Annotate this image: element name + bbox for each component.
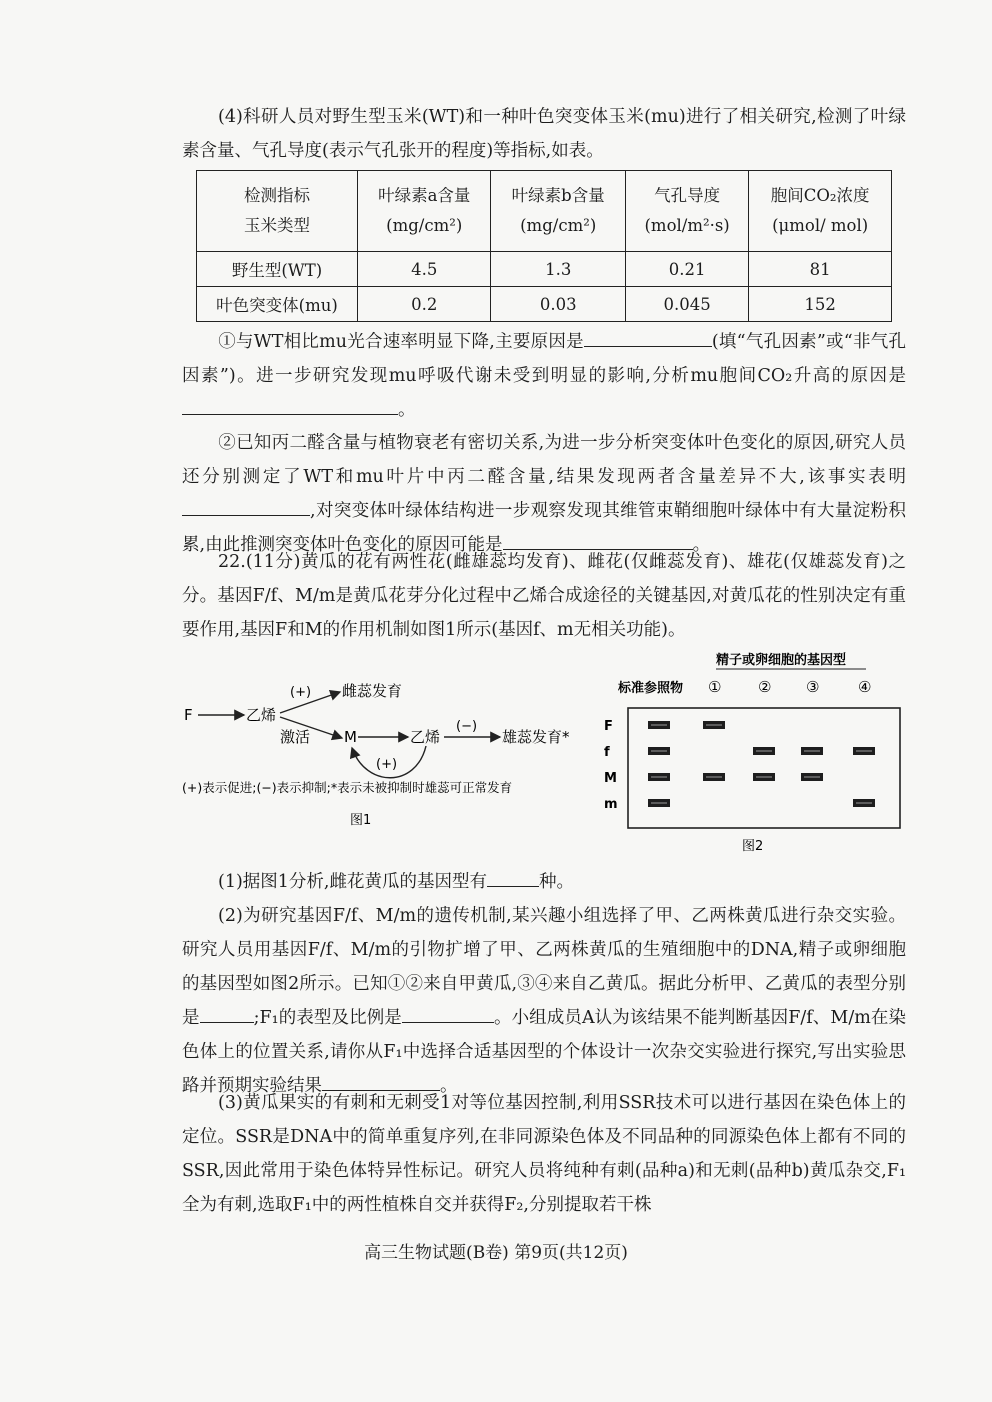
intro-text: (4)科研人员对野生型玉米(WT)和一种叶色突变体玉米(mu)进行了相关研究,检测了叶绿素含量、气孔导度(表示气孔张开的程度)等指标,如表。	[182, 107, 906, 161]
q21-sub1	[182, 325, 906, 427]
p1-text-b: 种。	[539, 872, 574, 892]
plus-bottom-label: (+)	[376, 757, 398, 772]
ethylene-2-label: 乙烯	[410, 728, 441, 746]
lane-header: ③	[806, 678, 820, 696]
p2-text-b: ;F₁的表型及比例是	[253, 1008, 402, 1028]
pistil-label: 雌蕊发育	[342, 682, 403, 700]
table-cell: 152	[749, 287, 892, 322]
q21-part4-intro	[182, 100, 906, 168]
row-label: F	[604, 719, 613, 734]
chlorophyll-table	[196, 170, 892, 322]
sub1-text-a: ①与WT相比mu光合速率明显下降,主要原因是	[218, 332, 584, 352]
col-unit: (mg/cm²)	[386, 216, 463, 235]
col-header-chl-a	[358, 171, 491, 252]
corner-line1: 检测指标	[244, 186, 310, 205]
figure-2-gel	[600, 650, 910, 855]
table-cell: 0.21	[625, 252, 748, 287]
col-unit: (mg/cm²)	[520, 216, 597, 235]
ethylene-1-label: 乙烯	[246, 706, 277, 724]
col-name: 胞间CO₂浓度	[770, 186, 870, 205]
ref-header: 标准参照物	[618, 681, 684, 696]
answer-blank[interactable]	[487, 868, 539, 887]
answer-blank[interactable]	[182, 396, 398, 415]
sub2-text-a: ②已知丙二醛含量与植物衰老有密切关系,为进一步分析突变体叶色变化的原因,研究人员还分别测定了WT和mu叶片中丙二醛含量,结果发现两者含量差异不大,该事实表明	[182, 433, 906, 487]
row-label: m	[604, 797, 618, 812]
sub2-text-b: ,对突变体叶绿体结构进一步观察发现其维管束鞘细胞叶绿体中有大量淀粉积累,由此推测突变体叶色变化的原因可能是	[182, 501, 906, 555]
q22-part3	[182, 1086, 906, 1222]
page-footer: 高三生物试题(B卷) 第9页(共12页)	[364, 1243, 628, 1263]
plus-top-label: (+)	[290, 685, 312, 700]
answer-blank[interactable]	[200, 1004, 254, 1023]
table-cell: 4.5	[358, 252, 491, 287]
q22-intro-text: 22.(11分)黄瓜的花有两性花(雌雄蕊均发育)、雌花(仅雌蕊发育)、雄花(仅雄蕊发育)之分。基因F/f、M/m是黄瓜花芽分化过程中乙烯合成途径的关键基因,对黄瓜花的性别决定有重要作用,基因F和M的作用机制如图1所示(基因f、m无相关功能)。	[182, 552, 906, 640]
col-unit: (μmol/ mol)	[772, 216, 869, 235]
gene-M-label: M	[344, 728, 357, 746]
col-unit: (mol/m²·s)	[644, 216, 730, 235]
figure-1	[180, 668, 600, 838]
table-cell: 81	[749, 252, 892, 287]
p1-text-a: (1)据图1分析,雌花黄瓜的基因型有	[218, 872, 487, 892]
minus-label: (−)	[456, 719, 478, 734]
col-name: 叶绿素a含量	[378, 186, 471, 205]
row-type: 叶色突变体(mu)	[197, 287, 358, 322]
row-label: M	[604, 771, 617, 786]
q22-intro	[182, 545, 906, 647]
lane-header: ④	[858, 678, 872, 696]
q22-part1	[182, 865, 906, 899]
row-labels	[604, 719, 618, 812]
lane-headers	[708, 678, 871, 696]
table-cell: 0.03	[491, 287, 625, 322]
table-cell: 0.045	[625, 287, 748, 322]
lane-header: ①	[708, 678, 722, 696]
q21-sub2	[182, 426, 906, 562]
row-type: 野生型(WT)	[197, 252, 358, 287]
stamen-label: 雄蕊发育*	[502, 728, 570, 746]
gene-F-label: F	[184, 706, 193, 724]
figure-1-caption: 图1	[350, 813, 372, 828]
answer-blank[interactable]	[584, 328, 712, 347]
q22-part2	[182, 899, 906, 1103]
col-name: 叶绿素b含量	[511, 186, 605, 205]
p2-text-a: (2)为研究基因F/f、M/m的遗传机制,某兴趣小组选择了甲、乙两株黄瓜进行杂交实验。研究人员用基因F/f、M/m的引物扩增了甲、乙两株黄瓜的生殖细胞中的DNA,精子或卵细胞的基因型如图2所示。已知①②来自甲黄瓜,③④来自乙黄瓜。据此分析甲、乙黄瓜的表型分别是	[182, 906, 906, 1028]
gel-bands	[648, 721, 875, 807]
col-header-chl-b	[491, 171, 625, 252]
lane-header: ②	[758, 678, 772, 696]
corner-line2: 玉米类型	[244, 216, 310, 235]
activate-label: 激活	[280, 728, 311, 746]
answer-blank[interactable]	[402, 1004, 494, 1023]
figure-1-legend: (+)表示促进;(−)表示抑制;*表示未被抑制时雄蕊可正常发育	[182, 780, 513, 795]
figure-2-caption: 图2	[742, 839, 764, 854]
col-header-stomatal	[625, 171, 748, 252]
sub1-text-b: (填“气孔因素”或“非气孔因素”)。进一步研究发现mu呼吸代谢未受到明显的影响,分析mu胞间CO₂升高的原因是	[182, 332, 906, 386]
figure-2	[600, 650, 910, 855]
p2-text-d: 。	[440, 1076, 458, 1096]
figure-2-title: 精子或卵细胞的基因型	[716, 653, 847, 668]
answer-blank[interactable]	[182, 497, 310, 516]
col-header-co2	[749, 171, 892, 252]
header-corner	[197, 171, 358, 252]
table-cell: 1.3	[491, 252, 625, 287]
table-row	[197, 287, 892, 322]
sub1-text-c: 。	[398, 400, 416, 420]
figure-1-diagram	[180, 668, 600, 838]
row-label: f	[604, 745, 610, 760]
sub2-text-c: 。	[692, 535, 711, 555]
p2-text-c: 。小组成员A认为该结果不能判断基因F/f、M/m在染色体上的位置关系,请你从F₁中选择合适基因型的个体设计一次杂交实验进行探究,写出实验思路并预期实验结果	[182, 1008, 906, 1096]
table-cell: 0.2	[358, 287, 491, 322]
table-header-row	[197, 171, 892, 252]
table-row	[197, 252, 892, 287]
col-name: 气孔导度	[654, 186, 721, 205]
p3-text: (3)黄瓜果实的有刺和无刺受1对等位基因控制,利用SSR技术可以进行基因在染色体上的定位。SSR是DNA中的简单重复序列,在非同源染色体及不同品种的同源染色体上都有不同的SSR,因此常用于染色体特异性标记。研究人员将纯种有刺(品种a)和无刺(品种b)黄瓜杂交,F₁全为有刺,选取F₁中的两性植株自交并获得F₂,分别提取若干株	[182, 1093, 906, 1215]
